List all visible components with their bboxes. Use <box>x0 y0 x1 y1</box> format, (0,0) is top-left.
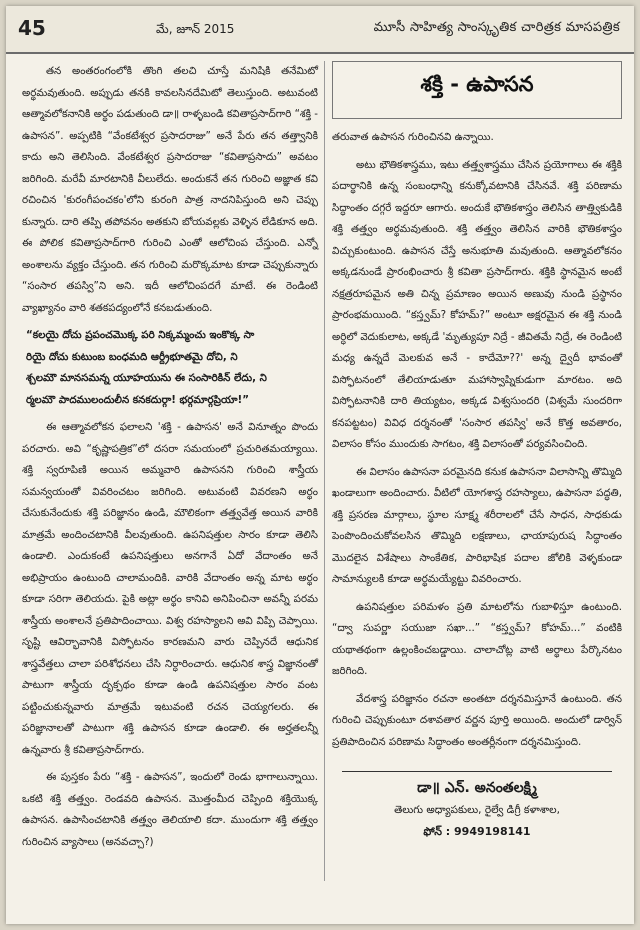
article-title-box <box>332 61 622 119</box>
page-header <box>6 6 634 54</box>
signature-divider <box>342 771 612 772</box>
page-number: 45 <box>18 16 46 40</box>
issue-date: మే, జూన్ 2015 <box>156 22 235 36</box>
poem-line: రియై దోచు కుటుంబ బంధమది ఆర్ద్రీభూతమై దోచి, ని <box>26 350 238 363</box>
body-paragraph: తరువాత ఉపాసన గురించినవి ఉన్నాయి. <box>332 131 494 143</box>
column-divider <box>324 61 325 881</box>
magazine-title: మూసీ సాహిత్య సాంస్కృతిక చారిత్రక మాసపత్రిక <box>373 20 620 35</box>
poem-line: ర్మలమౌ పాదములందులీన కనకదుర్గా! భర్గమార్గప్రియా!” <box>26 393 249 406</box>
body-paragraph: అటు భౌతికశాస్త్రము, ఇటు తత్త్వశాస్త్రము చేసిన ప్రయోగాలు ఈ శక్తికి పదార్థానికి ఉన్న సంబంధాన్ని కనుక్కోవటానికి చేసినవే. శక్తి పరిణామ సిద్ధాంతం దగ్గరే ఇద్దరూ ఆగారు. అందుకే భౌతికశాస్త్రం తెలిసిన తాత్త్వికుడికి శక్తి తత్త్వం అర్థమవుతుంది. శక్తి తత్త్వం తెలిసిన వారికి భౌతికశాస్త్రం విచ్చుకుంటుంది. ఉపాసన చేస్తే అనుభూతి మవుతుంది. ఆత్మావలోకనం అక్కడనుండే ప్రారంభించారు శ్రీ కవితా ప్రసాద్‌గారు. శక్తికి స్థానమైన అంటే నక్షత్రరూపమైన అతి చిన్న ప్రమాణం అయిన అణువు నుండి ప్రస్థానం ప్రారంభమయింది. “కస్త్వమ్? కోహమ్?” అంటూ అక్షరమైన ఈ శక్తి నుండి అర్ధిలో వెదుకులాట, అక్కడే 'మృత్యుపూ నిద్రే - జీవితమే నిద్రే, ఈ రెండింటి మధ్య ఉన్నదే మెలకువ అనే - కాదేమో??' అన్న ద్వైదీ భావంతో విస్ఫోటనంలో తేలియాడుతూ మహాస్వాప్నికుడుగా మారటం. అది విస్ఫోటనానికి దారి తియ్యటం, అక్కడ విశ్వసుందరి (విశ్వమే సుందరిగా కనపట్టటం) వివిధ దర్శనంతో 'సంసార తపస్వి' అనే కొత్త అవతారం, విలాసం కోసం ముందుకు సాగటం, శక్తి విలాసంతో పర్యవసించింది. <box>332 158 622 450</box>
left-column <box>22 61 318 859</box>
body-paragraph: ఈ విలాసం ఉపాసనా పరమైనది కనుక ఉపాసనా విలాసాన్ని తొమ్మిది ఖండాలుగా అందించారు. వీటిలో యోగశాస్త్ర రహస్యాలు, ఉపాసనా పద్ధతి, శక్తి ప్రసరణ మార్గాలు, స్థూల సూక్ష్మ శరీరాలలో చేసే సాధన, సాధకుడు పెంపొందించుకోవలసిన తొమ్మిది లక్షణాలు, ఛాయాపురుష సిద్ధాంతం మొదలైన విశేషాలు సాంకేతిక, పారిభాషిక పదాల జోలికి వెళ్ళకుండా సామాన్యులకి కూడా అర్థమయ్యేట్టు వివరించారు. <box>332 465 622 585</box>
poem-quote <box>22 325 318 411</box>
author-signature <box>332 778 622 843</box>
magazine-page <box>6 6 634 924</box>
body-paragraph: ఈ పుస్తకం పేరు “శక్తి - ఉపాసన”, ఇందులో రెండు భాగాలున్నాయి. ఒకటి శక్తి తత్త్వం. రెండవది ఉపాసన. మొత్తంమీద చెప్పింది శక్తియొక్క ఉపాసన. ఉపాసించటానికి తత్త్వం తెలియాలి కదా. ముందుగా శక్తి తత్త్వం గురించిన వ్యాసాలు (అనవచ్చా?) <box>22 771 318 848</box>
phone-number: 9949198141 <box>454 825 531 838</box>
body-paragraph: ఈ ఆత్మావలోకన ఫలాలని 'శక్తి - ఉపాసన' అనే వినూత్నం పొందు పరచారు. అవి “కృష్ణాపత్రిక”లో దసరా సమయంలో ప్రచురితమయ్యాయి. శక్తి స్వరూపిణి అయిన అమ్మవారి ఉపాసనని గురించి శాస్త్రీయ సమన్వయంతో వివరించటం జరిగింది. అటువంటి వివరణని అర్థం చేసుకునేందుకు శక్తి పరిజ్ఞానం ఉండి, మౌలికంగా తత్త్వవేత్త అయిన వారికి మాత్రమే అందించటానికి వీలవుతుంది. ఉపనిషత్తుల సారం కూడా తెలిసి ఉండాలి. ఎందుకంటే ఉపనిషత్తులు అనగానే ఏదో వేదాంతం అనే అభిప్రాయం ఉంటుంది చాలామందికి. వారికి వేదాంతం అన్న మాట అర్థం కూడా సరిగా తెలియదు. పైకి అట్లా అర్థం కానివి అనిపించినా అవన్నీ పరమ శాస్త్రీయ అంశాలనే ప్రతిపాదించాయి. విశ్వ రహస్యాలని అవి విప్పి చెప్పాయి. సృష్టి ఆవిర్భావానికి విస్ఫోటనం కారణమని వారు చెప్పినదే ఆధునిక శాస్త్రవేత్తలు చాలా పరిశోధనలు చేసి నిర్ధారించారు. ఆధునిక శాస్త్ర విజ్ఞానంతో పాటుగా శాస్త్రీయ దృక్పథం కూడా ఉండి ఉపనిషత్తుల సారం వంట పట్టించుకున్నవారు మాత్రమే ఇటువంటి రచన చెయ్యగలరు. ఈ పరిజ్ఞానాలతో పాటుగా శక్తి ఉపాసన కూడా ఉండాలి. ఈ అర్హతలన్నీ ఉన్నవారు శ్రీ కవితాప్రసాద్‌గారు. <box>22 421 318 756</box>
author-name: డా॥ ఎన్. అనంతలక్ష్మి <box>417 780 537 796</box>
phone-label: ఫోన్ : <box>423 825 451 838</box>
poem-line: శ్చలమౌ మానసమన్న యూహయును ఈ సంసారికిన్ లేదు, ని <box>26 372 267 384</box>
body-paragraph: ఉపనిషత్తుల పరిమళం ప్రతి మాటలోను గుబాళిస్తూ ఉంటుంది. “ద్వా సుపర్ణా సయుజా సఖా...” “కస్త్వమ్? కోహమ్...” వంటికి యథాతథంగా ఉల్లంకించబడ్డాయి. చాలాచోట్ల వాటి అర్థాలు పేర్కొనటం జరిగింది. <box>332 600 622 677</box>
poem-line: “కలయై దోచు ప్రపంచమొక్క పరి నిక్కమ్మంచు ఇంకొక్క సా <box>26 329 255 341</box>
body-paragraph: వేదశాస్త్ర పరిజ్ఞానం రచనా అంతటా దర్శనమిస్తూనే ఉంటుంది. తన గురించి చెప్పుకుంటూ దశావతార వర్ణన పూర్తి అయింది. అందులో డార్విన్ ప్రతిపాదించిన పరిణామ సిద్ధాంతం అంతర్లీనంగా దర్శనమిస్తుంది. <box>332 692 622 748</box>
article-title: శక్తి - ఉపాసన <box>420 72 534 96</box>
intro-paragraph: తన అంతరంగంలోకి తొంగి తలచి చూస్తే మనిషికి తనేమిటో అర్థమవుతుంది. అప్పుడు తనకి కావలసినదేమిటో తెలుస్తుంది. అటువంటి ఆత్మావలోకనానికి అర్థం పడుతుంది డా॥ రాళ్ళబండి కవితాప్రసాద్‌గారి “శక్తి - ఉపాసన”. అప్పటికి “వేంకటేశ్వర ప్రసాదరాజు” అనే పేరు తన తత్త్వానికి కాదు అని తెలిసింది. వేంకటేశ్వర ప్రసాదరాజు “కవితాప్రసాదు” అవటం జరిగింది. మరేవీ మారటానికి వీలులేదు. అందుకనే తన గురించి అజ్ఞాత కవి రచించిన 'కురంగీపంచకం'లోని కురంగి పాత్ర నాదనిపిస్తుంది అని చెప్పు కున్నారు. దారి తప్పి తపోవనం అతకుని బోయవల్లకు వెళ్ళిన లేడికూన అది. ఈ పోలిక కవితాప్రసాద్‌గారి గురించి ఎంతో ఆలోచింప చేస్తుంది. ఎన్నో అంశాలను వ్యక్తం చేస్తుంది. తన గురించి మరొక్కమాట కూడా చెప్పుకున్నారు “సంసార తపస్వి”ని అని. ఇదీ ఆలోచింపదగే మాటే. ఈ రెండింటి వ్యాఖ్యానం వారి శతకపద్యంలోనే కనబడుతుంది. <box>22 65 318 314</box>
author-designation: తెలుగు అధ్యాపకులు, రైల్వే డిగ్రీ కళాశాల, <box>394 803 560 816</box>
right-column <box>332 61 622 843</box>
author-phone-line <box>332 821 622 843</box>
